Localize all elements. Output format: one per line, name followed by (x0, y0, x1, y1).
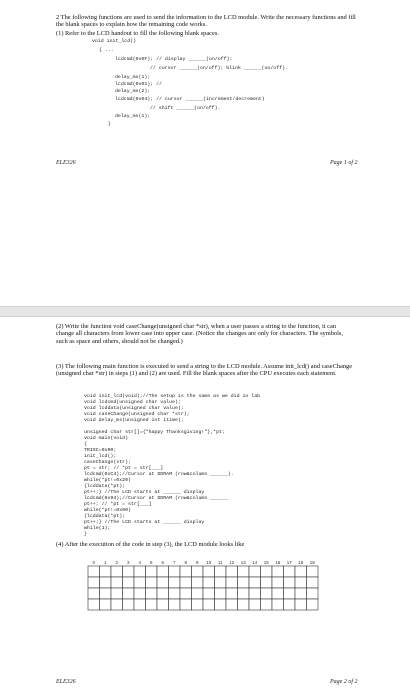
lcd-cell (272, 588, 284, 599)
lcd-cell (226, 566, 238, 577)
code-line: while(*pt!=0x20) (84, 478, 131, 483)
lcd-cell (261, 588, 273, 599)
lcd-column-label: 18 (298, 560, 304, 565)
lcd-cell (249, 577, 261, 588)
lcd-cell (100, 566, 112, 577)
lcd-cell (134, 588, 146, 599)
lcd-cell (249, 599, 261, 610)
lcd-cell (180, 588, 192, 599)
question-2-part-3: (3) The following main function is executed to send a string to the LCD module. Assume init_lcd() and caseChange (unsigned char *str) in steps (1) and (2) are used. Fill the blank spaces after the CPU executes each statement. (56, 363, 353, 378)
lcd-cell (226, 588, 238, 599)
lcd-cell (226, 599, 238, 610)
lcd-cell (307, 577, 319, 588)
code-line: lcdcmd(0x0F); // display ______(on/off); (115, 57, 233, 62)
lcd-column-label: 2 (115, 560, 119, 565)
lcd-column-label: 16 (275, 560, 281, 565)
lcd-cell (134, 566, 146, 577)
lcd-cell (192, 599, 204, 610)
lcd-cell (284, 599, 296, 610)
code-line: // cursor ______(on/off); blink ______(on/off). (150, 66, 288, 71)
code-line: while(1); (84, 526, 111, 531)
lcd-cell (88, 577, 100, 588)
lcd-column-label: 9 (195, 560, 199, 565)
lcd-cell (203, 566, 215, 577)
lcd-cell (111, 566, 123, 577)
code-line: void delay_ms(unsigned int itime); (84, 418, 184, 423)
code-line: pt++; // *pt = str[___] (84, 502, 152, 507)
code-line: void caseChange(unsigned char *str); (84, 412, 190, 417)
lcd-cell (100, 599, 112, 610)
page-one (0, 0, 410, 306)
lcd-cell (238, 599, 250, 610)
lcd-cell (123, 566, 135, 577)
lcd-cell (157, 588, 169, 599)
code-line: init_lcd(); (84, 454, 117, 459)
lcd-cell (284, 588, 296, 599)
lcd-cell (203, 599, 215, 610)
code-line: lcdcmd(0x01); // (115, 82, 162, 87)
code-line: caseChange(str); (84, 460, 131, 465)
code-line: } (108, 122, 111, 127)
code-line: lcdcmd(0x94);//Cursor at DDRAM (row&column ______ (84, 496, 228, 501)
lcd-cell (307, 566, 319, 577)
lcd-column-label: 0 (92, 560, 96, 565)
footer-page: Page 2 of 2 (330, 679, 358, 685)
lcd-cell (111, 599, 123, 610)
lcd-cell (169, 577, 181, 588)
footer-course: ELE326 (56, 160, 76, 166)
page-separator (0, 306, 410, 317)
lcd-cell (134, 577, 146, 588)
lcd-cell (146, 588, 158, 599)
lcd-column-label: 4 (138, 560, 142, 565)
code-line: void lcddata(unsigned char value); (84, 406, 184, 411)
lcd-column-label: 10 (206, 560, 212, 565)
lcd-column-label: 11 (217, 560, 223, 565)
code-line: void main(void) (84, 436, 129, 441)
lcd-column-label: 13 (240, 560, 246, 565)
code-line: unsigned char str[]={"happy Thanksgiving!"},*pt; (84, 430, 225, 435)
lcd-column-label: 5 (149, 560, 153, 565)
lcd-cell (295, 566, 307, 577)
lcd-cell (261, 577, 273, 588)
lcd-cell (100, 577, 112, 588)
lcd-cell (123, 588, 135, 599)
code-line: delay_ms(2); (115, 89, 151, 94)
lcd-column-label: 7 (172, 560, 176, 565)
question-2-part-2: (2) Write the function void caseChange(unsigned char *str), when a user passes a string to the function, it can change all characters from lower case into upper case. (Notice the changes are only for characters. The symbols, such as space and others, should not be changed.) (56, 323, 343, 345)
code-line: pt++;} //The LCD starts at ______ display (84, 490, 205, 495)
lcd-cell (284, 577, 296, 588)
code-line: void init_lcd(void);//The setup is the same as we did in lab (84, 394, 261, 399)
code-line: // shift ______(on/off). (150, 106, 221, 111)
question-2-part-4: (4) After the execution of the code in step (3), the LCD module looks like (56, 541, 245, 548)
lcd-cell (272, 566, 284, 577)
lcd-cell (88, 588, 100, 599)
lcd-column-label: 6 (161, 560, 165, 565)
code-line: pt = str; // *pt = str[___] (84, 466, 164, 471)
lcd-cell (180, 577, 192, 588)
lcd-cell (295, 577, 307, 588)
lcd-cell (272, 577, 284, 588)
lcd-cell (238, 566, 250, 577)
footer-course: ELE326 (56, 679, 76, 685)
lcd-cell (215, 566, 227, 577)
code-line: void lcdcmd(unsigned char value); (84, 400, 181, 405)
lcd-column-label: 15 (263, 560, 269, 565)
lcd-cell (146, 566, 158, 577)
lcd-column-label: 3 (126, 560, 130, 565)
code-line: lcdcmd(0x04); // cursor ______(increment/decrement) (115, 97, 265, 102)
lcd-cell (307, 588, 319, 599)
code-line: TRISC=0x00; (84, 448, 117, 453)
code-line: {lcddata(*pt); (84, 484, 126, 489)
lcd-cell (111, 577, 123, 588)
lcd-cell (226, 577, 238, 588)
lcd-cell (272, 599, 284, 610)
lcd-cell (169, 599, 181, 610)
lcd-column-label: 19 (309, 560, 315, 565)
lcd-cell (180, 566, 192, 577)
lcd-cell (157, 577, 169, 588)
lcd-cell (134, 599, 146, 610)
lcd-column-label: 17 (286, 560, 292, 565)
lcd-cell (180, 599, 192, 610)
lcd-cell (146, 577, 158, 588)
lcd-cell (249, 588, 261, 599)
lcd-cell (192, 588, 204, 599)
lcd-cell (215, 588, 227, 599)
page-two (0, 317, 410, 700)
lcd-column-label: 1 (103, 560, 107, 565)
lcd-cell (284, 566, 296, 577)
lcd-cell (215, 577, 227, 588)
footer-page: Page 1 of 2 (330, 160, 358, 166)
lcd-cell (88, 599, 100, 610)
lcd-cell (88, 566, 100, 577)
lcd-cell (169, 588, 181, 599)
lcd-cell (261, 599, 273, 610)
code-line: void init_lcd() (92, 39, 137, 44)
lcd-cell (123, 599, 135, 610)
lcd-cell (203, 577, 215, 588)
lcd-cell (123, 577, 135, 588)
lcd-column-label: 14 (252, 560, 258, 565)
lcd-cell (157, 599, 169, 610)
lcd-cell (100, 588, 112, 599)
code-line: delay_ms(1); (115, 114, 151, 119)
code-line: {lcddata(*pt); (84, 514, 126, 519)
question-2-intro: 2 The following functions are used to send the information to the LCD module. Write the necessary functions and fill the blank spaces to explain how the remaining code works. (56, 14, 356, 29)
code-line: pt++;} //The LCD starts at ______ display (84, 520, 205, 525)
lcd-cell (295, 588, 307, 599)
lcd-column-label: 12 (229, 560, 235, 565)
lcd-column-label: 8 (184, 560, 188, 565)
lcd-cell (307, 599, 319, 610)
lcd-cell (169, 566, 181, 577)
lcd-grid (84, 558, 324, 616)
lcd-cell (261, 566, 273, 577)
code-line: { ... (99, 48, 114, 53)
lcd-cell (238, 577, 250, 588)
lcd-cell (146, 599, 158, 610)
lcd-cell (238, 588, 250, 599)
lcd-cell (215, 599, 227, 610)
code-line: { (84, 442, 87, 447)
lcd-cell (192, 577, 204, 588)
code-line: while(*pt!=0x00) (84, 508, 131, 513)
lcd-cell (203, 588, 215, 599)
lcd-cell (192, 566, 204, 577)
lcd-cell (157, 566, 169, 577)
question-2-part-1: (1) Refer to the LCD handout to fill the following blank spaces. (56, 30, 219, 37)
code-line: lcdcmd(0xC4);//Cursor at DDRAM (row&column ______). (84, 472, 234, 477)
code-line: } (84, 532, 87, 537)
lcd-cell (249, 566, 261, 577)
lcd-cell (295, 599, 307, 610)
lcd-cell (111, 588, 123, 599)
code-line: delay_ms(1); (115, 75, 151, 80)
